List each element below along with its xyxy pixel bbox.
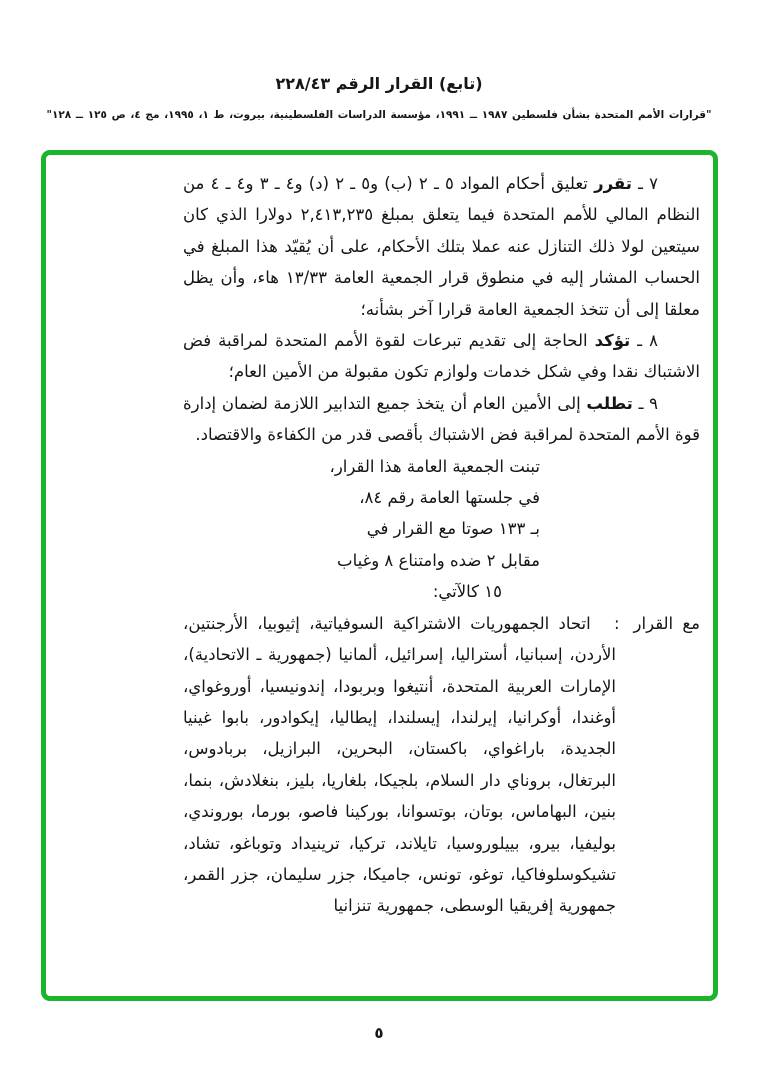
paragraph-number: ٩ ـ: [638, 393, 658, 413]
operative-verb: تقرر: [594, 174, 632, 193]
resolution-text-block: [183, 168, 700, 922]
adoption-line: بـ ١٣٣ صوتا مع القرار في: [366, 519, 540, 539]
colon-separator: :: [613, 613, 620, 633]
source-citation: "قرارات الأمم المتحدة بشأن فلسطين ١٩٨٧ ــ ١٩٩١، مؤسسة الدراسات الفلسطينية، بيروت، ط ١، ١٩٩٥، مج ٤، ص ١٢٥ ــ ١٢٨": [46, 109, 712, 121]
paragraph-number: ٨ ـ: [637, 331, 658, 351]
page-number: ٥: [374, 1024, 384, 1042]
adoption-note: [183, 451, 700, 608]
resolution-paragraph-7: [183, 168, 700, 325]
countries-list: اتحاد الجمهوريات الاشتراكية السوفياتية، إثيوبيا، الأرجنتين، الأردن، إسبانيا، أستراليا، إسرائيل، ألمانيا (جمهورية ـ الاتحادية)، الإمارات العربية المتحدة، أنتيغوا وبربودا، إندونيسيا، أوروغواي، أوغندا، أوكرانيا، إيرلندا، إيسلندا، إيطاليا، إيكوادور، بابوا غينيا الجديدة، باراغواي، باكستان، البحرين، البرازيل، بربادوس، البرتغال، بروناي دار السلام، بلجيكا، بلغاريا، بليز، بنغلادش، بنما، بنين، البهاماس، بوتان، بوتسوانا، بوركينا فاصو، بورما، بوروندي، بوليفيا، بيرو، بييلوروسيا، تايلاند، تركيا، ترينيداد وتوباغو، تشاد، تشيكوسلوفاكيا، توغو، تونس، جاميكا، جزر سليمان، جزر القمر، جمهورية إفريقيا الوسطى، جمهورية تنزانيا: [183, 613, 616, 916]
vote-for-label: مع القرار: [633, 613, 701, 633]
adoption-line: مقابل ٢ ضده وامتناع ٨ وغياب: [337, 550, 540, 570]
adoption-line: ١٥ كالآتي:: [432, 582, 502, 602]
operative-verb: تطلب: [586, 393, 633, 413]
paragraph-text: إلى الأمين العام أن يتخذ جميع التدابير اللازمة لضمان إدارة قوة الأمم المتحدة لمراقبة فض الاشتباك بأقصى قدر من الكفاءة والاقتصاد.: [183, 393, 700, 445]
page-title: (تابع) القرار الرقم ٢٢٨/٤٣: [275, 74, 483, 93]
resolution-paragraph-8: [183, 325, 700, 388]
resolution-paragraph-9: [183, 388, 700, 451]
adoption-line: تبنت الجمعية العامة هذا القرار،: [329, 456, 540, 476]
operative-verb: تؤكد: [594, 331, 631, 351]
paragraph-text: الحاجة إلى تقديم تبرعات لقوة الأمم المتحدة لمراقبة فض الاشتباك نقدا وفي شكل خدمات ولوازم تكون مقبولة من الأمين العام؛: [183, 331, 700, 382]
adoption-line: في جلستها العامة رقم ٨٤،: [359, 488, 540, 508]
vote-for-block: [183, 608, 700, 922]
paragraph-number: ٧ ـ: [638, 174, 658, 193]
paragraph-text: تعليق أحكام المواد ٥ ـ ٢ (ب) و٥ ـ ٢ (د) و٤ ـ ٣ و٤ ـ ٤ من النظام المالي للأمم المتحدة فيما يتعلق بمبلغ ٢,٤١٣,٢٣٥ دولارا الذي كان سيتعين لولا ذلك التنازل عنه عملا بتلك الأحكام، على أن يُقيّد هذا المبلغ في الحساب المشار إليه في منطوق قرار الجمعية العامة ١٣/٣٣ هاء، وأن يظل معلقا إلى أن تتخذ الجمعية العامة قرارا آخر بشأنه؛: [183, 174, 700, 319]
